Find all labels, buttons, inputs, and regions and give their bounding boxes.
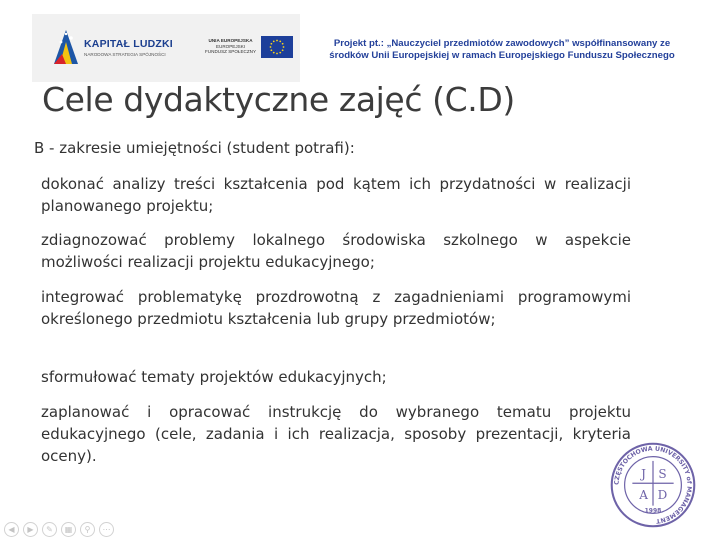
eu-star-icon xyxy=(276,53,278,55)
list-item: integrować problematykę prozdrowotną z zagadnieniami programowymi określonego przedmiotu kształcenia lub grupy przedmiotów; xyxy=(41,288,631,328)
pen-tool-button[interactable]: ✎ xyxy=(42,522,57,537)
project-line-1: Projekt pt.: „Nauczyciel przedmiotów zawodowych” współfinansowany ze xyxy=(333,38,671,49)
ue-line-1: UNIA EUROPEJSKA xyxy=(208,38,253,43)
previous-slide-button[interactable]: ◀ xyxy=(4,522,19,537)
eu-star-icon xyxy=(282,43,284,45)
intro-text: B - zakresie umiejętności (student potrafi): xyxy=(34,139,355,157)
slide-title: Cele dydaktyczne zajęć (C.D) xyxy=(42,80,515,119)
kapital-ludzki-logo-icon xyxy=(52,28,80,66)
ue-line-2: EUROPEJSKI xyxy=(215,43,246,49)
seal-ring-text: CZĘSTOCHOWA UNIVERSITY of MANAGEMENT xyxy=(613,445,693,525)
seal-initial: J xyxy=(641,467,646,482)
seal-initial: S xyxy=(658,467,667,482)
zoom-button[interactable]: ⚲ xyxy=(80,522,95,537)
eu-star-icon xyxy=(283,46,285,48)
seal-initial: A xyxy=(639,487,648,502)
eu-star-icon xyxy=(270,43,272,45)
eu-star-icon xyxy=(282,49,284,51)
project-description xyxy=(318,38,686,62)
eu-star-icon xyxy=(273,52,275,54)
eu-star-icon xyxy=(279,40,281,42)
eu-star-icon xyxy=(273,40,275,42)
eu-flag-icon xyxy=(261,36,293,58)
slide-nav-bar xyxy=(4,522,114,537)
seal-year: 1998 xyxy=(644,507,662,515)
eu-star-icon xyxy=(276,40,278,42)
project-line-2: środków Unii Europejskiej w ramach Europejskiego Funduszu Społecznego xyxy=(329,50,675,61)
list-item: zaplanować i opracować instrukcję do wybranego tematu projektu edukacyjnego (cele, zadania i ich realizacja, sposoby prezentacji, kryteria oceny). xyxy=(41,403,631,465)
next-slide-button[interactable]: ▶ xyxy=(23,522,38,537)
list-item: dokonać analizy treści kształcenia pod kątem ich przydatności w realizacji planowanego projektu; xyxy=(41,175,631,215)
eu-star-icon xyxy=(279,52,281,54)
ue-line-3: FUNDUSZ SPOŁECZNY xyxy=(205,49,257,55)
eu-star-icon xyxy=(270,46,272,48)
ue-text xyxy=(205,38,256,55)
kapital-ludzki-name: KAPITAŁ LUDZKI xyxy=(84,38,173,50)
university-seal-icon xyxy=(610,442,696,528)
eu-star-icon xyxy=(270,49,272,51)
kapital-ludzki-text xyxy=(84,38,173,57)
list-item: sformułować tematy projektów edukacyjnych; xyxy=(41,368,387,386)
list-item: zdiagnozować problemy lokalnego środowiska szkolnego w aspekcie możliwości realizacji projektu edukacyjnego; xyxy=(41,231,631,271)
kapital-ludzki-subtitle: NARODOWA STRATEGIA SPÓJNOŚCI xyxy=(84,52,166,57)
seal-initial: D xyxy=(657,487,668,502)
slide-grid-button[interactable]: ▦ xyxy=(61,522,76,537)
more-options-button[interactable]: ⋯ xyxy=(99,522,114,537)
